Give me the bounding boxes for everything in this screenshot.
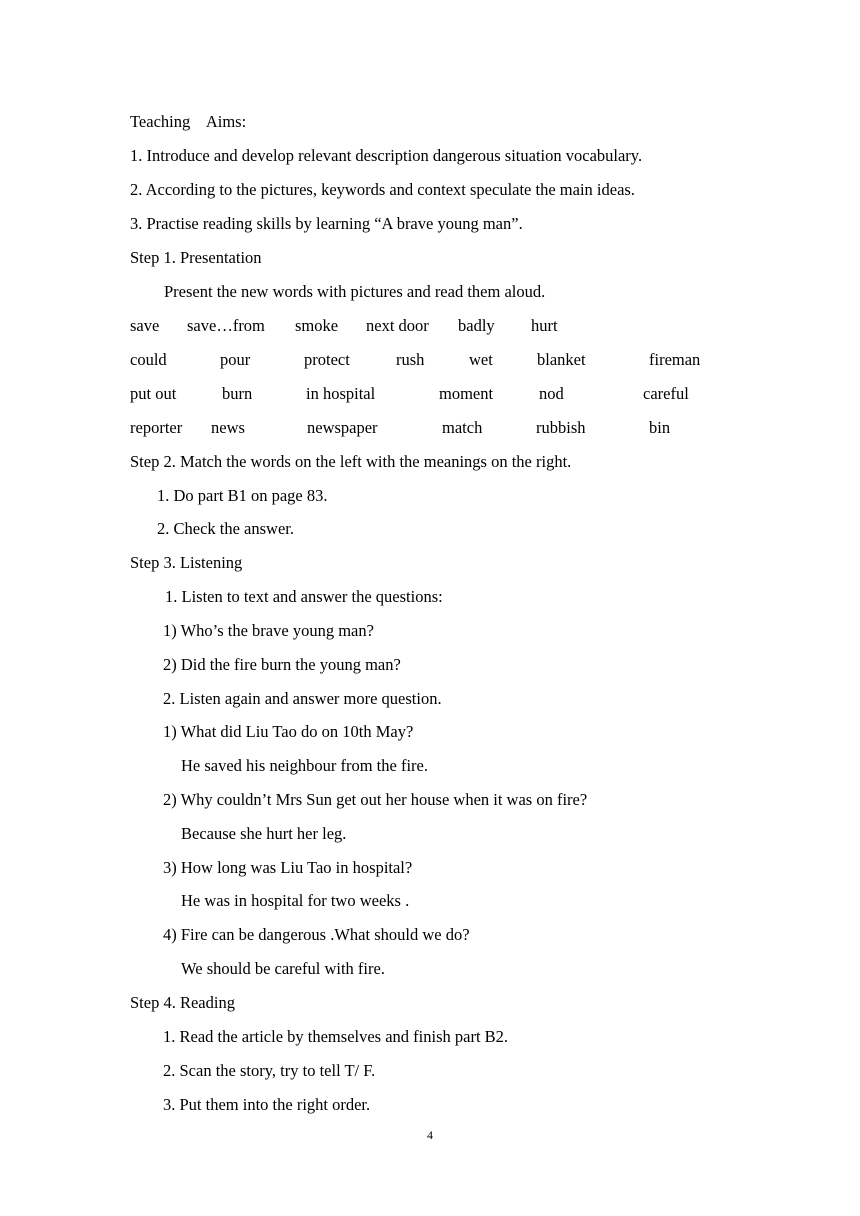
qa-question: 1) What did Liu Tao do on 10th May? [163,722,414,741]
vocab-word: bin [649,418,671,437]
teaching-aims-heading: Teaching Aims: [130,112,247,131]
step3-task-1: 1. Listen to text and answer the questions: [165,587,443,606]
qa-answer: He saved his neighbour from the fire. [181,756,428,775]
vocab-word: in hospital [306,384,376,403]
qa-answer: Because she hurt her leg. [181,824,347,843]
step3-question: 2) Did the fire burn the young man? [163,655,401,674]
step4-item-3: 3. Put them into the right order. [163,1095,371,1114]
vocab-word: save [130,316,160,335]
vocab-word: rush [396,350,425,369]
vocab-word: save…from [187,316,265,335]
qa-answer: We should be careful with fire. [181,959,385,978]
aim-2: 2. According to the pictures, keywords and context speculate the main ideas. [130,180,635,199]
aim-1: 1. Introduce and develop relevant description dangerous situation vocabulary. [130,146,643,165]
vocab-word: moment [439,384,494,403]
step2-item-2: 2. Check the answer. [157,519,295,538]
vocab-word: match [442,418,483,437]
vocab-word: hurt [531,316,558,335]
vocab-word: smoke [295,316,339,335]
qa-answer: He was in hospital for two weeks . [181,891,410,910]
step3-task-2: 2. Listen again and answer more question. [163,689,442,708]
vocab-word: rubbish [536,418,586,437]
step3-question: 1) Who’s the brave young man? [163,621,374,640]
vocab-word: next door [366,316,429,335]
step1-title: Step 1. Presentation [130,248,262,267]
vocab-word: newspaper [307,418,378,437]
vocab-word: reporter [130,418,183,437]
vocab-word: blanket [537,350,586,369]
vocab-word: badly [458,316,495,335]
vocab-word: could [130,350,167,369]
vocab-word: news [211,418,245,437]
vocab-word: fireman [649,350,701,369]
step2-title: Step 2. Match the words on the left with the meanings on the right. [130,452,572,471]
step4-title: Step 4. Reading [130,993,235,1012]
step4-item-1: 1. Read the article by themselves and finish part B2. [163,1027,509,1046]
vocab-word: protect [304,350,350,369]
step1-instruction: Present the new words with pictures and read them aloud. [164,282,546,301]
aim-3: 3. Practise reading skills by learning “A brave young man”. [130,214,523,233]
qa-question: 4) Fire can be dangerous .What should we do? [163,925,470,944]
page-number: 4 [427,1128,433,1142]
vocab-word: careful [643,384,689,403]
step4-item-2: 2. Scan the story, try to tell T/ F. [163,1061,376,1080]
vocab-word: pour [220,350,251,369]
vocab-word: put out [130,384,177,403]
vocab-word: wet [469,350,493,369]
vocab-word: nod [539,384,564,403]
qa-question: 2) Why couldn’t Mrs Sun get out her house when it was on fire? [163,790,588,809]
vocab-word: burn [222,384,253,403]
step3-title: Step 3. Listening [130,553,243,572]
qa-question: 3) How long was Liu Tao in hospital? [163,858,413,877]
step2-item-1: 1. Do part B1 on page 83. [157,486,328,505]
